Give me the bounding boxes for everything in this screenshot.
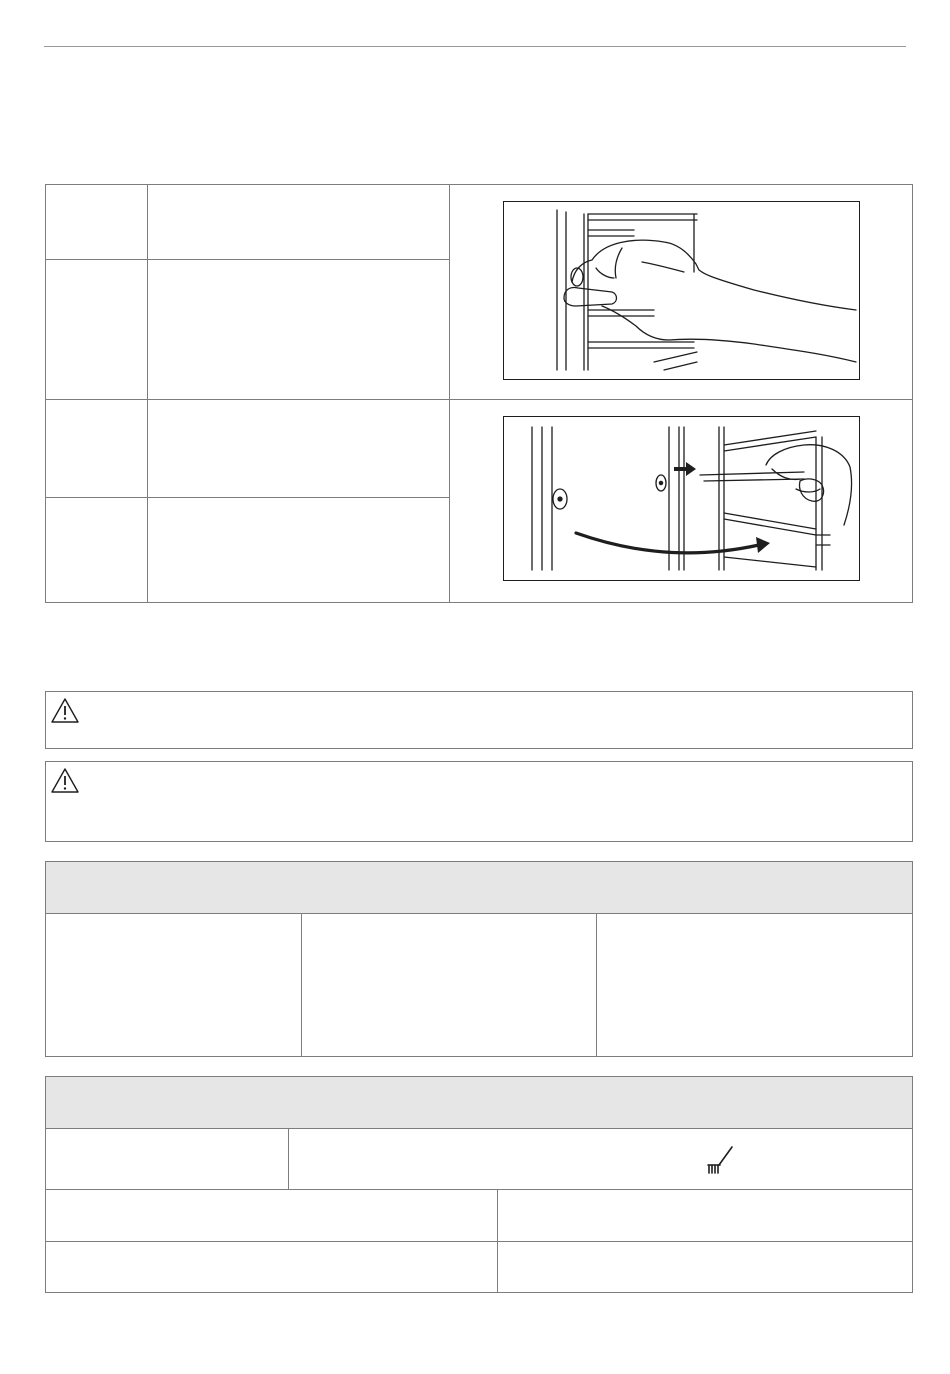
info-table-header (46, 862, 912, 913)
warning-triangle-icon (50, 767, 80, 795)
cleaning-table-row1-divider (288, 1128, 289, 1189)
cleaning-table-row-divider-2 (45, 1241, 913, 1242)
warning-box-1 (45, 691, 913, 749)
step-row-divider-3 (45, 497, 449, 498)
cleaning-table-row-divider-1 (45, 1189, 913, 1190)
hand-pulling-rack-drawing (504, 202, 859, 379)
table-divider-step-number (147, 184, 148, 603)
info-table-header-divider (45, 913, 913, 914)
warning-box-2 (45, 761, 913, 842)
table-divider-illustration (449, 184, 450, 603)
cleaning-table-header (46, 1077, 912, 1128)
header-rule (44, 46, 906, 47)
illustration-pull-shelf-support (503, 201, 860, 380)
step-row-divider-2 (45, 399, 913, 400)
cleaning-table-header-divider (45, 1128, 913, 1129)
info-table-column-divider-2 (596, 913, 597, 1057)
illustration-insert-shelf-support (503, 416, 860, 581)
info-table-column-divider-1 (301, 913, 302, 1057)
insert-rack-drawing (504, 417, 859, 580)
warning-triangle-icon (50, 697, 80, 725)
step-row-divider-1 (45, 259, 449, 260)
cleaning-brush-icon (706, 1144, 736, 1174)
